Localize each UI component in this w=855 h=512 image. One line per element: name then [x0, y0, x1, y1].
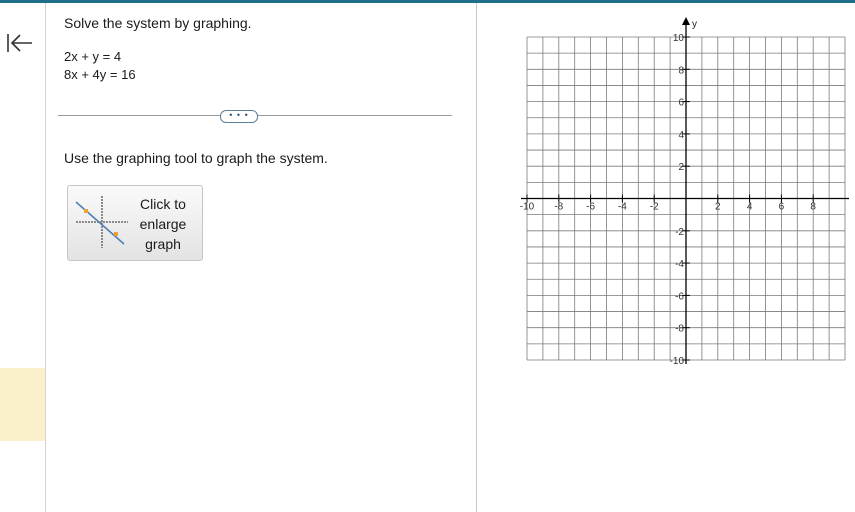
x-tick-label: 8 — [810, 201, 816, 213]
x-tick-label: 4 — [746, 201, 753, 213]
y-tick-label: -10 — [669, 356, 684, 367]
y-tick-label: -6 — [675, 291, 684, 303]
x-tick-label: 2 — [715, 201, 721, 213]
y-tick-label: -4 — [675, 259, 684, 271]
back-arrow-icon[interactable] — [5, 29, 35, 59]
y-axis-label: y — [692, 19, 697, 30]
x-tick-label: -4 — [617, 201, 627, 213]
graph-thumbnail-icon — [74, 194, 130, 250]
x-tick-label: -8 — [554, 201, 564, 213]
instruction-text: Use the graphing tool to graph the system. — [64, 150, 328, 166]
enlarge-button-label: Click to enlarge graph — [139, 196, 187, 252]
y-tick-label: -8 — [675, 323, 684, 335]
panel-divider — [476, 3, 477, 512]
x-tick-label: -6 — [586, 201, 596, 213]
enlarge-graph-button[interactable] — [67, 185, 203, 261]
y-tick-label: 2 — [678, 162, 684, 174]
y-tick-label: -2 — [675, 226, 684, 238]
coordinate-grid[interactable] — [505, 15, 850, 370]
y-tick-label: 8 — [678, 65, 684, 77]
equation-2: 8x + 4y = 16 — [64, 67, 136, 82]
x-tick-label: 6 — [778, 201, 785, 213]
x-tick-label: -10 — [519, 201, 535, 213]
x-tick-label: -2 — [649, 201, 659, 213]
y-axis-arrow-icon — [682, 17, 690, 25]
y-tick-label: 4 — [678, 129, 684, 141]
y-tick-label: 10 — [672, 33, 684, 44]
top-accent-bar — [0, 0, 855, 3]
equation-1: 2x + y = 4 — [64, 49, 122, 64]
question-text: Solve the system by graphing. — [64, 15, 252, 31]
rail-highlight-block — [0, 368, 45, 441]
show-more-button[interactable]: • • • — [220, 110, 258, 123]
y-tick-label: 6 — [678, 97, 684, 109]
